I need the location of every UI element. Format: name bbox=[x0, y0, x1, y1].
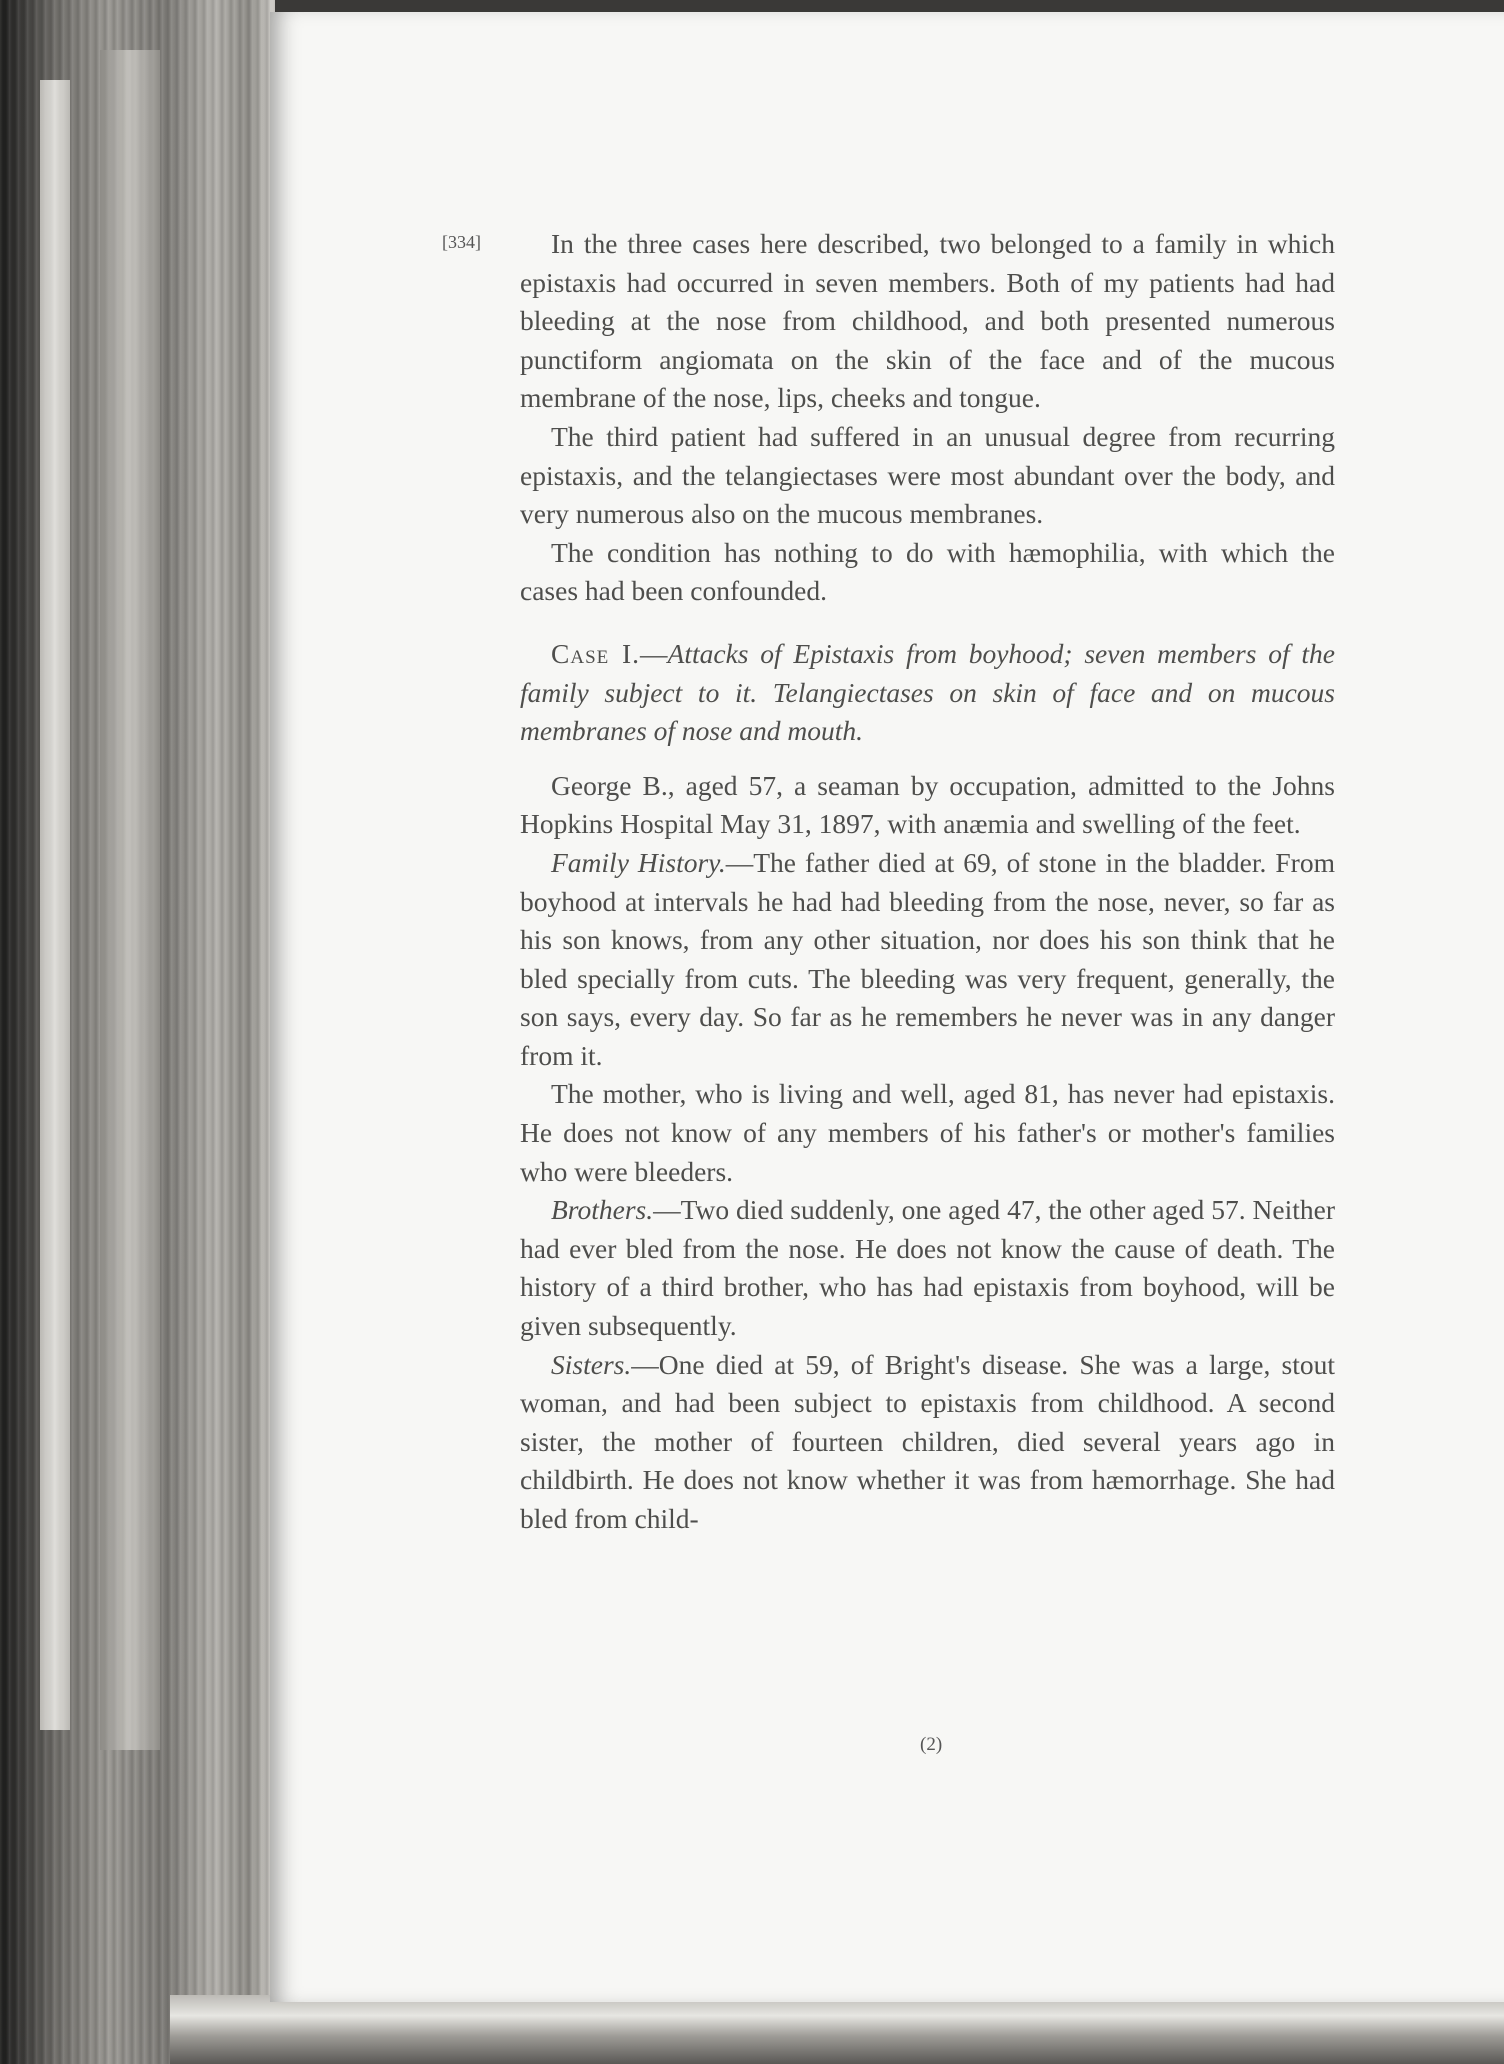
paragraph-family-history bbox=[520, 844, 1335, 1076]
marginal-reference: [334] bbox=[442, 232, 481, 252]
brothers-text: —Two died suddenly, one aged 47, the other aged 57. Neither had ever bled from the nose. He does not know the cause of death. The history of a third brother, who has had epistaxis from boyhood, will be given subsequently. bbox=[520, 1194, 1335, 1342]
case-label: Case I. bbox=[551, 637, 641, 669]
paragraph-intro: In the three cases here described, two belonged to a family in which epistaxis had occurred in seven members. Both of my patients had had bleeding at the nose from childhood, and both presented numerous punctiform angiomata on the skin of the face and of the mucous membrane of the nose, lips, cheeks and tongue. bbox=[520, 228, 1335, 414]
page-stack-bottom bbox=[170, 1995, 1504, 2064]
paragraph-third-patient: The third patient had suffered in an unusual degree from recurring epistaxis, and the telangiectases were most abundant over the body, and very numerous also on the mucous membranes. bbox=[520, 420, 1335, 530]
case-dash: — bbox=[640, 637, 668, 669]
sisters-text: —One died at 59, of Bright's disease. She was a large, stout woman, and had been subject to epistaxis from childhood. A second sister, the mother of fourteen children, died several years ago in childbirth. He does not know whether it was from hæmorrhage. She had bled from child- bbox=[520, 1348, 1335, 1534]
paragraph-mother: The mother, who is living and well, aged 81, has never had epistaxis. He does not know of any members of his father's or mother's families who were bleeders. bbox=[520, 1078, 1335, 1187]
book-edge bbox=[0, 0, 275, 2064]
page-number: (2) bbox=[920, 1734, 943, 1755]
case-title: Attacks of Epistaxis from boyhood; seven members of the family subject to it. Telangiectases on skin of face and on mucous membranes of nose and mouth. bbox=[520, 637, 1335, 747]
sisters-label: Sisters. bbox=[551, 1348, 632, 1380]
paragraph-brothers bbox=[520, 1191, 1335, 1345]
paragraph-condition: The condition has nothing to do with hæmophilia, with which the cases had been confounded. bbox=[520, 536, 1335, 607]
paragraph-patient-intro: George B., aged 57, a seaman by occupation, admitted to the Johns Hopkins Hospital May 31, 1897, with anæmia and swelling of the feet. bbox=[520, 769, 1335, 840]
main-text bbox=[520, 225, 1335, 1539]
paragraph-sisters bbox=[520, 1346, 1335, 1539]
family-history-label: Family History. bbox=[551, 846, 726, 878]
case-heading bbox=[520, 635, 1335, 751]
brothers-label: Brothers. bbox=[551, 1194, 654, 1226]
family-history-text: —The father died at 69, of stone in the bladder. From boyhood at intervals he had had bleeding from the nose, never, so far as his son knows, from any other situation, nor does his son think that he bled specially from cuts. The bleeding was very frequent, generally, the son says, every day. So far as he remembers he never was in any danger from it. bbox=[520, 846, 1335, 1071]
